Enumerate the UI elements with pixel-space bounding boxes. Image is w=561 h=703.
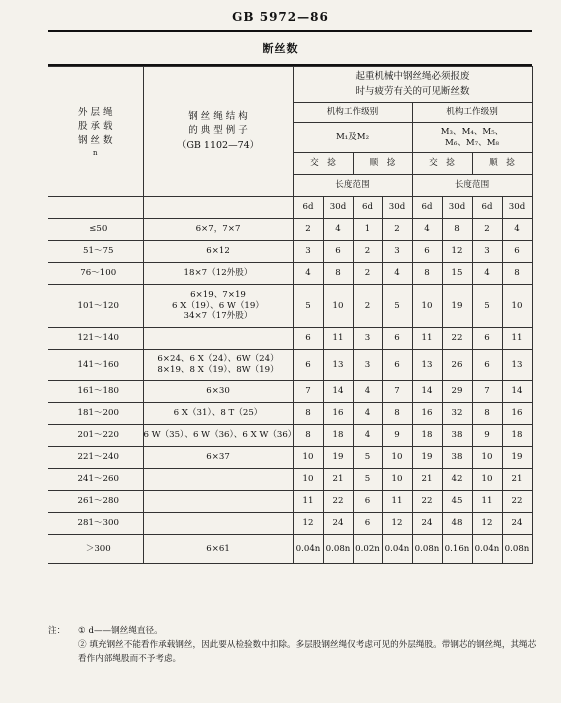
header-30d: 30d — [323, 197, 353, 219]
rope-structure — [143, 513, 293, 535]
broken-wire-value: 4 — [502, 219, 532, 241]
broken-wire-value: 10 — [412, 285, 442, 328]
note-number: ① — [78, 626, 86, 636]
broken-wire-value: 0.08n — [412, 535, 442, 564]
broken-wire-value: 11 — [323, 328, 353, 350]
notes-lead: 注： — [48, 626, 66, 636]
broken-wire-value: 3 — [353, 328, 382, 350]
broken-wire-value: 4 — [353, 425, 382, 447]
header-6d: 6d — [353, 197, 382, 219]
structure-line: 8×19、8 X（19）、8W（19） — [157, 365, 279, 375]
structure-line: 18×7（12外股） — [183, 268, 253, 279]
header-6d: 6d — [472, 197, 502, 219]
rope-structure — [143, 285, 293, 328]
table-row — [48, 219, 532, 241]
header-outer-wires: 外 层 绳 股 承 载 钢 丝 数 n — [48, 67, 143, 197]
broken-wire-value: 12 — [472, 513, 502, 535]
broken-wire-value: 14 — [502, 381, 532, 403]
table-row — [48, 328, 532, 350]
broken-wire-value: 2 — [293, 219, 323, 241]
header-length-range-a: 长度范围 — [293, 175, 412, 197]
broken-wire-value: 22 — [323, 491, 353, 513]
outer-wire-count: 201～220 — [48, 425, 143, 447]
header-rule — [48, 30, 532, 32]
broken-wire-value: 8 — [442, 219, 472, 241]
header-parallel-lay-a: 顺 捻 — [353, 153, 412, 175]
broken-wire-value: 6 — [323, 241, 353, 263]
header-30d: 30d — [382, 197, 412, 219]
broken-wire-value: 24 — [412, 513, 442, 535]
outer-wire-count: 281～300 — [48, 513, 143, 535]
table-row — [48, 447, 532, 469]
broken-wire-value: 7 — [472, 381, 502, 403]
outer-wire-count: ≤50 — [48, 219, 143, 241]
broken-wire-value: 45 — [442, 491, 472, 513]
outer-wire-count: 161～180 — [48, 381, 143, 403]
outer-wire-count: 76～100 — [48, 263, 143, 285]
broken-wire-value: 2 — [353, 285, 382, 328]
broken-wire-value: 11 — [382, 491, 412, 513]
broken-wire-value: 5 — [353, 447, 382, 469]
broken-wire-value: 48 — [442, 513, 472, 535]
broken-wire-value: 6 — [382, 350, 412, 381]
broken-wire-value: 11 — [293, 491, 323, 513]
rope-structure — [143, 491, 293, 513]
table-row — [48, 263, 532, 285]
broken-wire-value: 6 — [472, 350, 502, 381]
broken-wire-value: 13 — [502, 350, 532, 381]
broken-wire-value: 14 — [412, 381, 442, 403]
outer-wire-count: 221～240 — [48, 447, 143, 469]
note-item — [48, 638, 538, 666]
broken-wire-value: 32 — [442, 403, 472, 425]
outer-wire-count: 261～280 — [48, 491, 143, 513]
header-class-a-grades: M₁及M₂ — [293, 123, 412, 153]
rope-structure — [143, 469, 293, 491]
rope-structure — [143, 381, 293, 403]
rope-structure — [143, 535, 293, 564]
broken-wire-value: 0.02n — [353, 535, 382, 564]
header-class-b: 机构工作级别 — [412, 103, 532, 123]
header-cross-lay-a: 交 捻 — [293, 153, 353, 175]
broken-wire-value: 6 — [353, 491, 382, 513]
broken-wire-value: 6 — [293, 350, 323, 381]
broken-wire-value: 21 — [412, 469, 442, 491]
note-number: ② — [78, 640, 87, 651]
standard-number: GB 5972—86 — [232, 10, 329, 24]
table-row — [48, 469, 532, 491]
broken-wire-value: 15 — [442, 263, 472, 285]
broken-wire-value: 16 — [323, 403, 353, 425]
broken-wire-value: 8 — [502, 263, 532, 285]
table-row — [48, 491, 532, 513]
broken-wire-value: 13 — [323, 350, 353, 381]
structure-line: 6×12 — [206, 246, 230, 257]
broken-wire-value: 29 — [442, 381, 472, 403]
broken-wire-value: 5 — [472, 285, 502, 328]
broken-wire-value: 18 — [502, 425, 532, 447]
structure-line: 6×19、7×19 — [190, 289, 246, 300]
rope-structure — [143, 328, 293, 350]
broken-wire-value: 0.04n — [293, 535, 323, 564]
table-title: 断丝数 — [262, 42, 299, 55]
broken-wire-value: 7 — [293, 381, 323, 403]
broken-wire-value: 10 — [293, 469, 323, 491]
broken-wire-value: 4 — [382, 263, 412, 285]
broken-wire-value: 2 — [472, 219, 502, 241]
structure-line: 34×7（17外股） — [183, 311, 253, 322]
broken-wire-value: 18 — [412, 425, 442, 447]
broken-wire-value: 12 — [293, 513, 323, 535]
table-row — [48, 350, 532, 381]
outer-wire-count: 181～200 — [48, 403, 143, 425]
table-row — [48, 403, 532, 425]
broken-wire-value: 9 — [472, 425, 502, 447]
rope-structure — [143, 403, 293, 425]
broken-wire-value: 4 — [353, 403, 382, 425]
broken-wire-value: 2 — [382, 219, 412, 241]
broken-wire-value: 10 — [382, 447, 412, 469]
structure-line: 6×37 — [206, 452, 230, 463]
broken-wire-value: 2 — [353, 263, 382, 285]
broken-wire-value: 18 — [323, 425, 353, 447]
rope-structure — [143, 425, 297, 447]
broken-wire-value: 11 — [472, 491, 502, 513]
broken-wire-value: 3 — [382, 241, 412, 263]
header-length-range-b: 长度范围 — [412, 175, 532, 197]
broken-wire-value: 24 — [502, 513, 532, 535]
broken-wire-value: 4 — [323, 219, 353, 241]
broken-wire-value: 5 — [293, 285, 323, 328]
broken-wire-value: 14 — [323, 381, 353, 403]
outer-wire-count: ＞300 — [48, 535, 143, 564]
broken-wire-value: 24 — [323, 513, 353, 535]
structure-line: 6 X（19）、6 W（19） — [172, 300, 264, 311]
broken-wire-value: 0.08n — [323, 535, 353, 564]
table-row — [48, 285, 532, 328]
broken-wire-value: 7 — [382, 381, 412, 403]
header-discard-criteria: 起重机械中钢丝绳必须报废 时与疲劳有关的可见断丝数 — [293, 67, 532, 103]
note-text: d——钢丝绳直径。 — [88, 626, 163, 636]
broken-wire-value: 8 — [293, 425, 323, 447]
broken-wire-value: 6 — [412, 241, 442, 263]
broken-wire-value: 0.08n — [502, 535, 532, 564]
broken-wire-value: 5 — [353, 469, 382, 491]
rope-structure — [143, 350, 293, 381]
outer-wire-count: 141～160 — [48, 350, 143, 381]
rope-structure — [143, 263, 293, 285]
header-class-a: 机构工作级别 — [293, 103, 412, 123]
broken-wire-value: 10 — [323, 285, 353, 328]
broken-wire-value: 13 — [412, 350, 442, 381]
broken-wire-value: 3 — [293, 241, 323, 263]
broken-wire-value: 0.16n — [442, 535, 472, 564]
broken-wire-value: 11 — [502, 328, 532, 350]
broken-wire-value: 6 — [502, 241, 532, 263]
broken-wire-value: 10 — [472, 469, 502, 491]
broken-wire-value: 0.04n — [472, 535, 502, 564]
table-row — [48, 535, 532, 564]
broken-wire-value: 22 — [412, 491, 442, 513]
note-text: 填充钢丝不能看作承载钢丝，因此要从检验数中扣除。多层股钢丝绳仅考虑可见的外层绳股。带钢芯的钢丝绳，其绳芯看作内部绳股而不予考虑。 — [78, 640, 537, 665]
broken-wire-value: 4 — [293, 263, 323, 285]
broken-wire-value: 0.04n — [382, 535, 412, 564]
broken-wire-value: 1 — [353, 219, 382, 241]
header-class-b-grades: M₃、M₄、M₅、 M₆、M₇、M₈ — [412, 123, 532, 153]
broken-wire-value: 19 — [412, 447, 442, 469]
broken-wire-value: 19 — [442, 285, 472, 328]
broken-wire-value: 10 — [293, 447, 323, 469]
header-rope-structure: 钢 丝 绳 结 构 的 典 型 例 子 （GB 1102—74） — [143, 67, 293, 197]
broken-wire-value: 2 — [353, 241, 382, 263]
header-parallel-lay-b: 顺 捻 — [472, 153, 532, 175]
rope-structure — [143, 219, 293, 241]
broken-wire-value: 8 — [382, 403, 412, 425]
broken-wire-value: 22 — [502, 491, 532, 513]
header-30d: 30d — [502, 197, 532, 219]
structure-line: 6×24、6 X（24）、6W（24） — [157, 354, 279, 365]
rope-structure — [143, 447, 293, 469]
broken-wire-value: 4 — [412, 219, 442, 241]
broken-wire-value: 19 — [323, 447, 353, 469]
broken-wire-value: 11 — [412, 328, 442, 350]
table-row — [48, 513, 532, 535]
broken-wire-value: 10 — [472, 447, 502, 469]
broken-wire-value: 3 — [353, 350, 382, 381]
table-row — [48, 425, 532, 447]
broken-wire-value: 21 — [323, 469, 353, 491]
table-body — [48, 219, 532, 564]
broken-wire-value: 16 — [502, 403, 532, 425]
broken-wire-value: 42 — [442, 469, 472, 491]
structure-line: 6×61 — [206, 543, 230, 554]
broken-wire-value: 38 — [442, 447, 472, 469]
broken-wire-value: 8 — [293, 403, 323, 425]
broken-wire-value: 22 — [442, 328, 472, 350]
broken-wire-value: 3 — [472, 241, 502, 263]
broken-wire-value: 8 — [323, 263, 353, 285]
broken-wire-value: 6 — [293, 328, 323, 350]
notes — [48, 624, 538, 667]
broken-wire-value: 6 — [472, 328, 502, 350]
broken-wire-value: 9 — [382, 425, 412, 447]
outer-wire-count: 241～260 — [48, 469, 143, 491]
header-cross-lay-b: 交 捻 — [412, 153, 472, 175]
structure-line: 6 X（31）、8 T（25） — [173, 408, 263, 419]
broken-wire-value: 10 — [502, 285, 532, 328]
broken-wire-value: 8 — [412, 263, 442, 285]
broken-wire-value: 6 — [382, 328, 412, 350]
broken-wire-value: 19 — [502, 447, 532, 469]
broken-wire-table — [48, 66, 533, 564]
rope-structure — [143, 241, 293, 263]
broken-wire-value: 38 — [442, 425, 472, 447]
broken-wire-value: 8 — [472, 403, 502, 425]
outer-wire-count: 51～75 — [48, 241, 143, 263]
broken-wire-value: 4 — [472, 263, 502, 285]
broken-wire-value: 5 — [382, 285, 412, 328]
structure-line: 6×30 — [206, 386, 230, 397]
outer-wire-count: 101～120 — [48, 285, 143, 328]
broken-wire-value: 12 — [442, 241, 472, 263]
broken-wire-value: 16 — [412, 403, 442, 425]
broken-wire-value: 6 — [353, 513, 382, 535]
table-row — [48, 241, 532, 263]
structure-line: 6 W（35）、6 W（36）、6 X W（36） — [143, 430, 297, 441]
broken-wire-value: 12 — [382, 513, 412, 535]
header-30d: 30d — [442, 197, 472, 219]
broken-wire-value: 4 — [353, 381, 382, 403]
note-item — [48, 624, 538, 638]
header-6d: 6d — [412, 197, 442, 219]
table-row — [48, 381, 532, 403]
broken-wire-value: 26 — [442, 350, 472, 381]
broken-wire-value: 10 — [382, 469, 412, 491]
outer-wire-count: 121～140 — [48, 328, 143, 350]
header-6d: 6d — [293, 197, 323, 219]
broken-wire-value: 21 — [502, 469, 532, 491]
structure-line: 6×7，7×7 — [195, 224, 241, 235]
